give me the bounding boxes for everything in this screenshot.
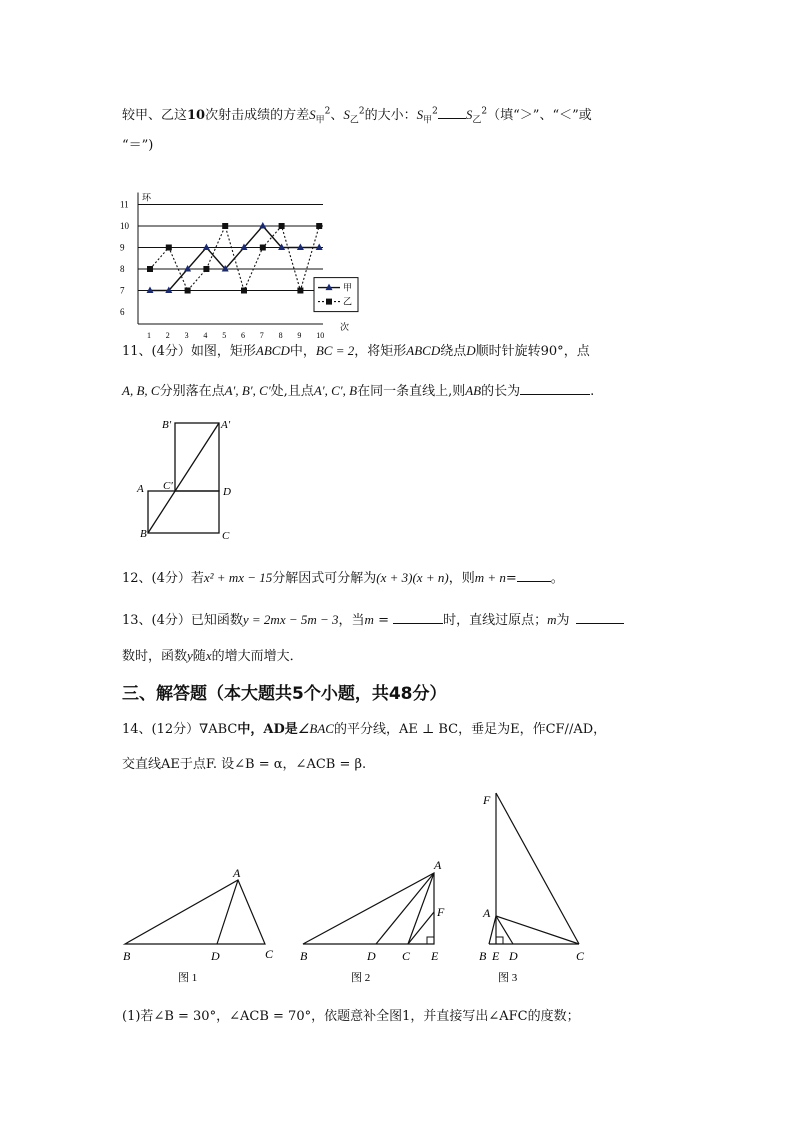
q12-answer-blank[interactable] [517,569,551,582]
q14-line2 [122,753,366,772]
figure-1 [123,866,274,984]
q11-line1 [122,340,590,359]
x-tick-label: 1 [147,331,151,340]
fig3-fc [496,793,579,944]
sub-yi-2: 乙 [472,115,482,126]
s-symbol-4: S [465,107,473,122]
figure-2 [300,858,445,984]
angb: ∠B = α [234,757,283,772]
fig3-ad [496,916,513,944]
fig2-triangle [303,873,434,944]
q10-line2: “＝”) [122,138,154,153]
q10-text-c: 的大小： [364,108,417,123]
fig1-label-a: A [233,866,241,880]
fig2-label-f: F [437,905,445,919]
t: 的长为 [481,384,521,399]
y: y [187,648,193,663]
label-c: C [222,530,230,542]
sq-4: 2 [481,106,488,117]
x-axis-label: 次 [340,322,350,332]
point-yi [260,245,266,251]
point-yi [147,266,153,272]
y-tick-label: 8 [120,264,125,274]
tri: ∇ABC [199,722,238,737]
sub-jia: 甲 [315,115,325,126]
point-jia [259,222,266,229]
end: . [590,384,595,399]
t: 分解因式可分解为 [272,571,377,586]
point-yi [185,288,191,294]
chart-legend [314,278,358,312]
sub-jia-2: 甲 [423,115,433,126]
t: 顺时针旋转 [475,344,541,359]
point-yi [241,288,247,294]
y-tick-label: 11 [120,199,129,210]
comma: 、 [330,108,344,123]
fig3-right-angle [496,937,503,944]
legend-label-yi: 乙 [343,296,353,307]
point-jia [203,244,210,251]
angc: ∠ACB = β [295,757,363,772]
q12-line [122,567,564,586]
y-tick-label: 10 [120,221,129,231]
t: 中， [289,344,316,359]
end: 。 [550,571,564,586]
q10-number: 10 [187,108,206,123]
y-tick-label: 9 [120,242,125,253]
q13-blank-1[interactable] [393,611,443,624]
label-aprime: A′ [221,419,231,431]
t: 的度数； [527,1009,580,1024]
legend-mark-yi [326,299,332,305]
x-tick-label: 5 [222,331,227,340]
t: ，依题意补全图1，并直接写出 [311,1009,489,1024]
chart-lines [150,226,319,291]
fig3-label-c: C [576,949,585,963]
fig1-caption: 图 1 [178,972,198,984]
figure-3 [479,793,585,984]
point-jia [147,287,154,294]
t: 若 [140,1009,154,1024]
t: 的增大而增大． [211,649,303,664]
label-a: A [137,483,144,495]
diagonal [148,423,219,533]
label-d: D [223,486,231,498]
q11-number: 11、(4分）如图，矩形 [122,344,256,359]
point-yi [166,245,172,251]
angb: ∠B = 30° [153,1009,217,1024]
ab: AB [465,383,482,398]
s-symbol-3: S [416,107,424,122]
d: D [466,343,476,358]
series-line-yi [150,226,319,291]
fig2-caption: 图 2 [351,972,371,984]
q10-answer-blank[interactable] [438,106,466,119]
point-yi [297,288,303,294]
abcd-2: ABCD [406,343,441,358]
y-axis-label: 环 [142,192,152,203]
fig3-label-e: E [492,949,500,963]
sq-2: 2 [358,106,365,117]
sep: ， [216,1009,230,1024]
fig1-label-c: C [265,947,274,961]
sq-3: 2 [432,106,438,117]
q11-line2 [122,380,594,399]
fig2-label-c: C [402,949,411,963]
func: y = 2mx − 5m − 3 [242,612,339,627]
t: = [505,571,517,586]
t: 绕点 [440,344,467,359]
q12-number: 12、(4分）若 [122,571,204,586]
s-symbol-2: S [343,107,350,122]
t: 为 [556,613,570,628]
fig2-cf [408,912,434,944]
t: ，垂足为E，作 [458,722,546,737]
expr: x² + mx − 15 [203,570,273,585]
abcd: ABCD [255,343,290,358]
x-tick-label: 10 [316,331,325,340]
pts: A, B, C [122,383,160,398]
fig1-label-d: D [211,949,220,963]
x-tick-label: 2 [165,331,170,340]
fig2-label-e: E [431,949,439,963]
t: ，将矩形 [354,344,407,359]
fig2-ad [376,873,434,944]
t: 交直线AE于点F. 设 [122,757,235,772]
q13-line2 [122,645,303,664]
x-tick-label: 4 [203,331,208,340]
q13-line1 [122,609,624,628]
fig3-caption: 图 3 [498,972,518,984]
q14-figures [115,785,605,985]
sq: 2 [324,106,331,117]
t: 中，AD是 [237,722,298,737]
fig2-label-d: D [367,949,376,963]
fig3-ab [489,916,496,944]
fig3-label-b: B [479,949,487,963]
m-2: m [547,612,557,627]
x-tick-label: 7 [259,331,264,340]
fig2-label-b: B [300,949,308,963]
afc: ∠AFC [488,1009,528,1024]
s-symbol: S [309,107,316,122]
q10-line1 [122,104,592,126]
angc: ∠ACB = 70° [229,1009,312,1024]
x-tick-label: 9 [297,331,302,340]
t: 数时，函数 [122,649,188,664]
end: . [362,757,367,772]
m: m [364,612,374,627]
original-rect [148,491,219,533]
q14-part1 [122,1005,580,1024]
fig3-label-a: A [483,906,491,920]
par: CF//AD [545,722,594,737]
fig2-label-a: A [434,858,442,872]
y-tick-label: 7 [120,285,125,296]
x-tick-label: 3 [184,331,189,340]
point-yi [203,266,209,272]
label-cprime: C′ [163,480,173,492]
label-b: B [140,528,147,540]
fig3-label-d: D [509,949,518,963]
fact: (x + 3)(x + n) [376,570,449,585]
fig2-ac [408,873,434,944]
pts3: A′, C′, B [313,383,358,398]
perp: AE ⊥ BC [398,722,459,737]
q14-number: 14、(12分） [122,722,200,737]
shooting-chart [118,165,353,340]
q13-number: 13、(4分）已知函数 [122,613,243,628]
q10-text-b: 次射击成绩的方差 [205,108,310,123]
fig2-right-angle [427,937,434,944]
q10-text-a: 较甲、乙这 [122,108,188,123]
t: 处,且点 [270,384,314,399]
point-yi [279,223,285,229]
sub-yi: 乙 [349,115,359,126]
t: 随 [192,649,206,664]
t: 分别落在点 [159,384,225,399]
x: x [205,648,212,663]
x-tick-label: 8 [278,331,283,340]
label-bprime: B′ [162,419,172,431]
fig1-triangle [125,880,265,944]
t: ，点 [563,344,590,359]
bac: ∠BAC [297,721,334,736]
t: ，则 [448,571,475,586]
part-number: (1) [122,1009,141,1024]
eq: = [373,613,394,628]
mn: m + n [474,570,506,585]
point-yi [316,223,322,229]
q14-line1 [122,718,606,737]
q10-text-d: （填“＞”、“＜”或 [487,108,592,123]
q11-answer-blank[interactable] [520,382,590,395]
y-tick-label: 6 [120,307,125,317]
pts2: A′, B′, C′ [224,383,271,398]
q11-figure [135,415,245,545]
point-jia [297,244,304,251]
point-yi [222,223,228,229]
fig3-label-f: F [483,793,491,807]
bc: BC = 2 [315,343,355,358]
fig1-label-b: B [123,949,131,963]
t: 的平分线， [333,722,399,737]
legend-label-jia: 甲 [343,282,353,293]
deg: 90° [540,344,564,359]
t: ， [593,722,607,737]
section-heading: 三、解答题（本大题共5个小题，共48分） [122,684,447,704]
x-tick-label: 6 [241,331,245,340]
point-jia [316,244,323,251]
t: 时，直线过原点； [443,613,548,628]
sep: ， [282,757,296,772]
chart-grid [120,193,349,341]
t: 在同一条直线上,则 [357,384,466,399]
t: ，当 [338,613,365,628]
q13-blank-2[interactable] [576,611,624,624]
